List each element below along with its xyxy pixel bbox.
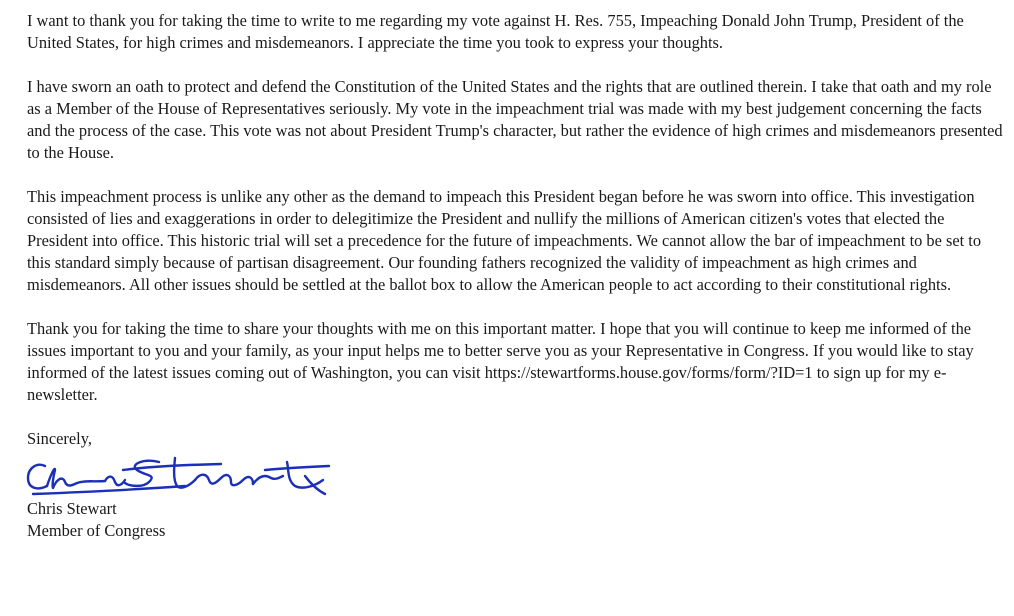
letter-closing: Sincerely, xyxy=(27,429,92,448)
letter-body xyxy=(27,10,1007,542)
letter-paragraph-4: Thank you for taking the time to share your thoughts with me on this important matter. I hope that you will continue to keep me informed of the issues important to you and your family, as your input helps me to better serve you as your Representative in Congress. If you would like to stay informed of the latest issues coming out of Washington, you can visit https://stewartforms.house.gov/forms/form/?ID=1 to sign up for my e-newsletter. xyxy=(27,319,974,404)
sender-name: Chris Stewart xyxy=(27,499,117,518)
handwritten-signature xyxy=(25,456,335,498)
letter-paragraph-1: I want to thank you for taking the time to write to me regarding my vote against H. Res. 755, Impeaching Donald John Trump, President of the United States, for high crimes and misdemeanors. I appreciate the time you took to express your thoughts. xyxy=(27,11,964,52)
sender-title: Member of Congress xyxy=(27,521,166,540)
letter-paragraph-2: I have sworn an oath to protect and defend the Constitution of the United States and the rights that are outlined therein. I take that oath and my role as a Member of the House of Representatives seriously. My vote in the impeachment trial was made with my best judgement concerning the facts and the process of the case. This vote was not about President Trump's character, but rather the evidence of high crimes and misdemeanors presented to the House. xyxy=(27,77,1003,162)
letter-paragraph-3: This impeachment process is unlike any other as the demand to impeach this President began before he was sworn into office. This investigation consisted of lies and exaggerations in order to delegitimize the President and nullify the millions of American citizen's votes that elected the President into office. This historic trial will set a precedence for the future of impeachments. We cannot allow the bar of impeachment to be set to this standard simply because of partisan disagreement. Our founding fathers recognized the validity of impeachment as high crimes and misdemeanors. All other issues should be settled at the ballot box to allow the American people to act according to their constitutional rights. xyxy=(27,187,982,294)
